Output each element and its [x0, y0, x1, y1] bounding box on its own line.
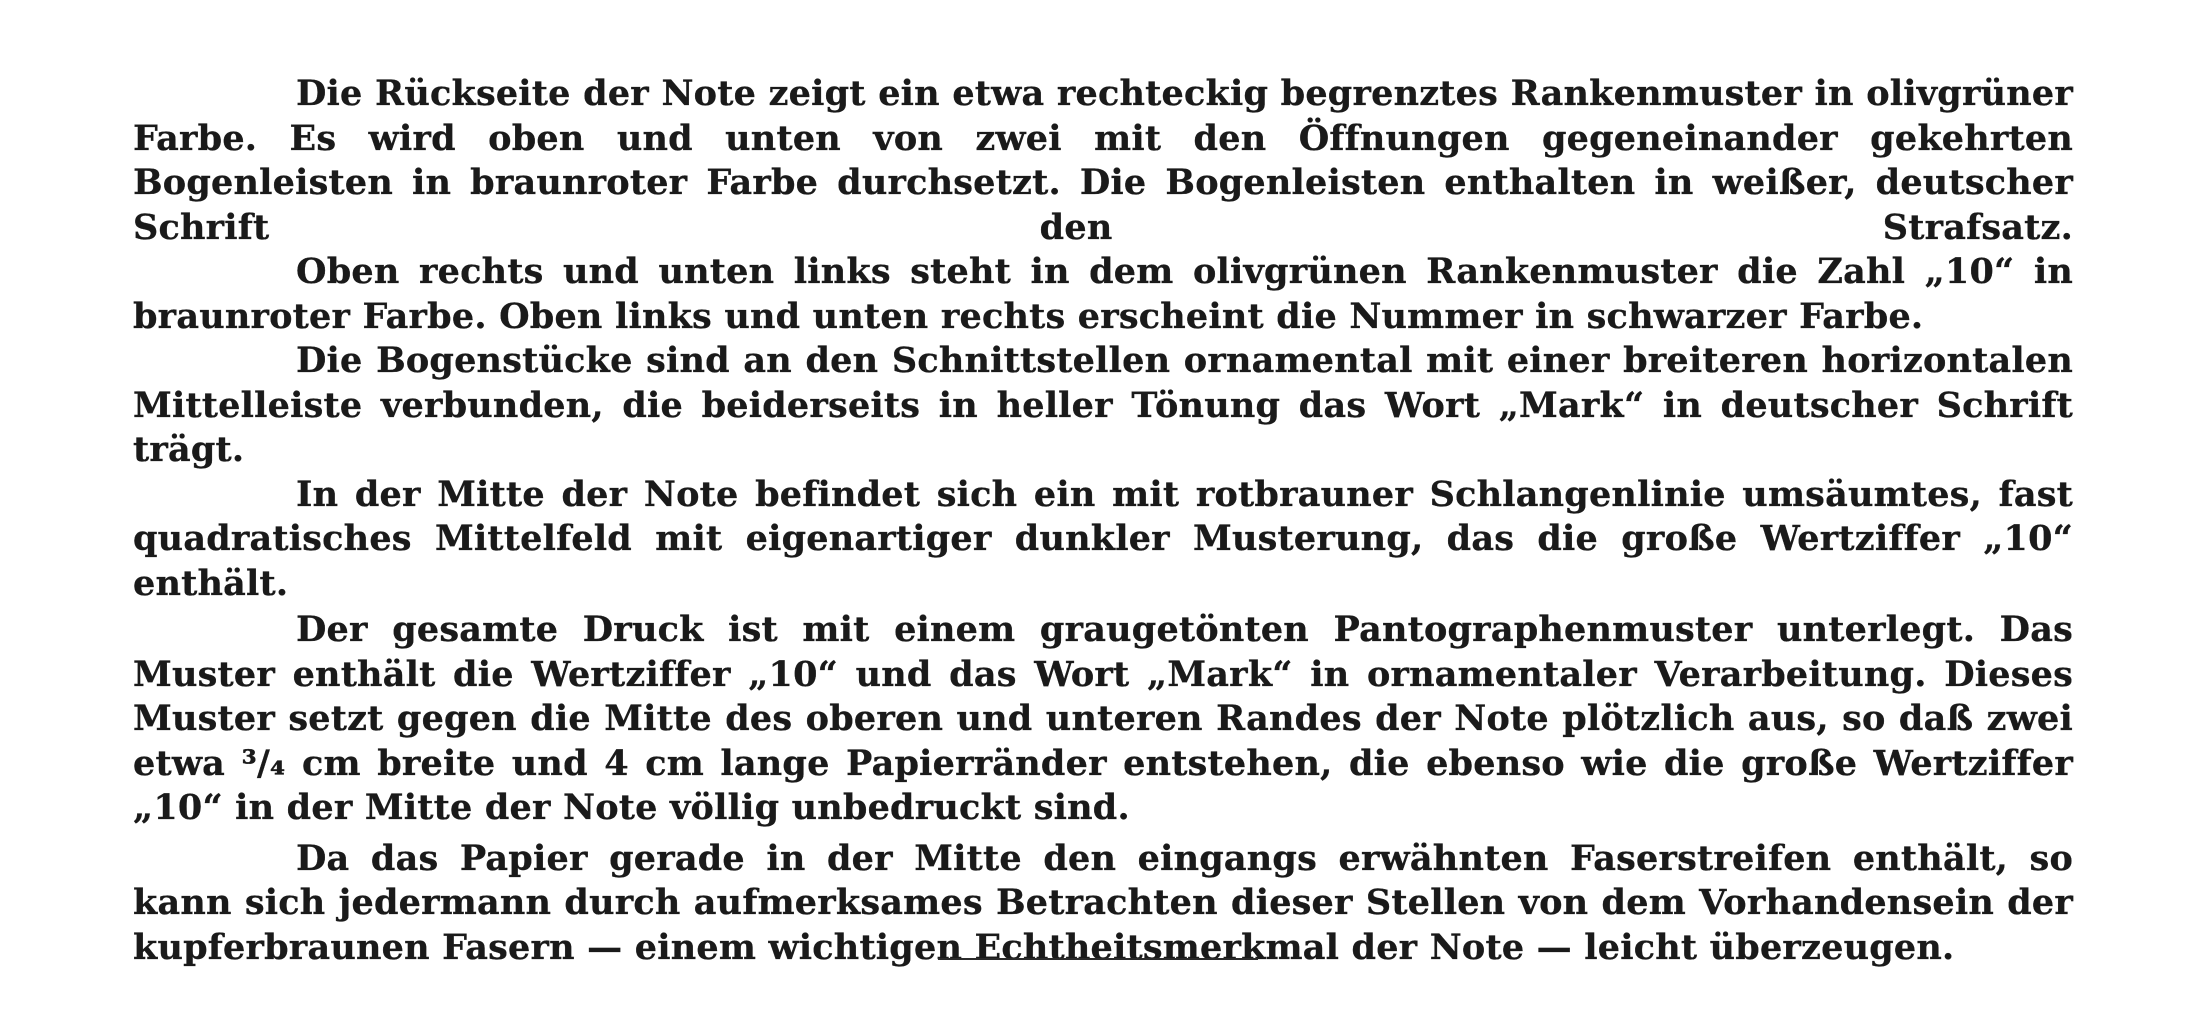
paragraph-arc-pieces: Die Bogenstücke sind an den Schnittstellen ornamental mit einer breiteren horizontalen Mittelleiste verbunden, die beiderseits in heller Tönung das Wort „Mark“ in deutscher Schrift trägt.	[133, 340, 2073, 470]
paragraph-pantograph-pattern: Der gesamte Druck ist mit einem graugetönten Pantographenmuster unterlegt. Das Muster enthält die Wertziffer „10“ und das Wort „Mark“ in ornamentaler Verarbeitung. Dieses Muster setzt gegen die Mitte des oberen und unteren Randes der Note plötzlich aus, so daß zwei etwa ³/₄ cm breite und 4 cm lange Papierränder entstehen, die ebenso wie die große Wertziffer „10“ in der Mitte der Note völlig unbedruckt sind.	[133, 609, 2073, 828]
body-text	[133, 72, 2073, 970]
paragraph-center-field: In der Mitte der Note befindet sich ein mit rotbrauner Schlangenlinie umsäumtes, fast quadratisches Mittelfeld mit eigenartiger dunkler Musterung, das die große Wertziffer „10“ enthält.	[133, 473, 2073, 604]
paragraph-reverse-side: Die Rückseite der Note zeigt ein etwa rechteckig begrenztes Rankenmuster in olivgrüner Farbe. Es wird oben und unten von zwei mit den Öffnungen gegeneinander gekehrten Bogenleisten in braunroter Farbe durchsetzt. Die Bogenleisten enthalten in weißer, deutscher Schrift den Strafsatz.	[133, 73, 2073, 248]
paragraph-fiber-strip: Da das Papier gerade in der Mitte den eingangs erwähnten Faserstreifen enthält, so kann sich jedermann durch aufmerksames Betrachten dieser Stellen von dem Vorhandensein der kupferbraunen Fasern — einem wichtigen Echtheitsmerkmal der Note — leicht überzeugen.	[133, 837, 2073, 968]
section-divider	[938, 958, 1258, 960]
paragraph-number-placement: Oben rechts und unten links steht in dem olivgrünen Rankenmuster die Zahl „10“ in braunroter Farbe. Oben links und unten rechts erscheint die Nummer in schwarzer Farbe.	[133, 251, 2073, 337]
